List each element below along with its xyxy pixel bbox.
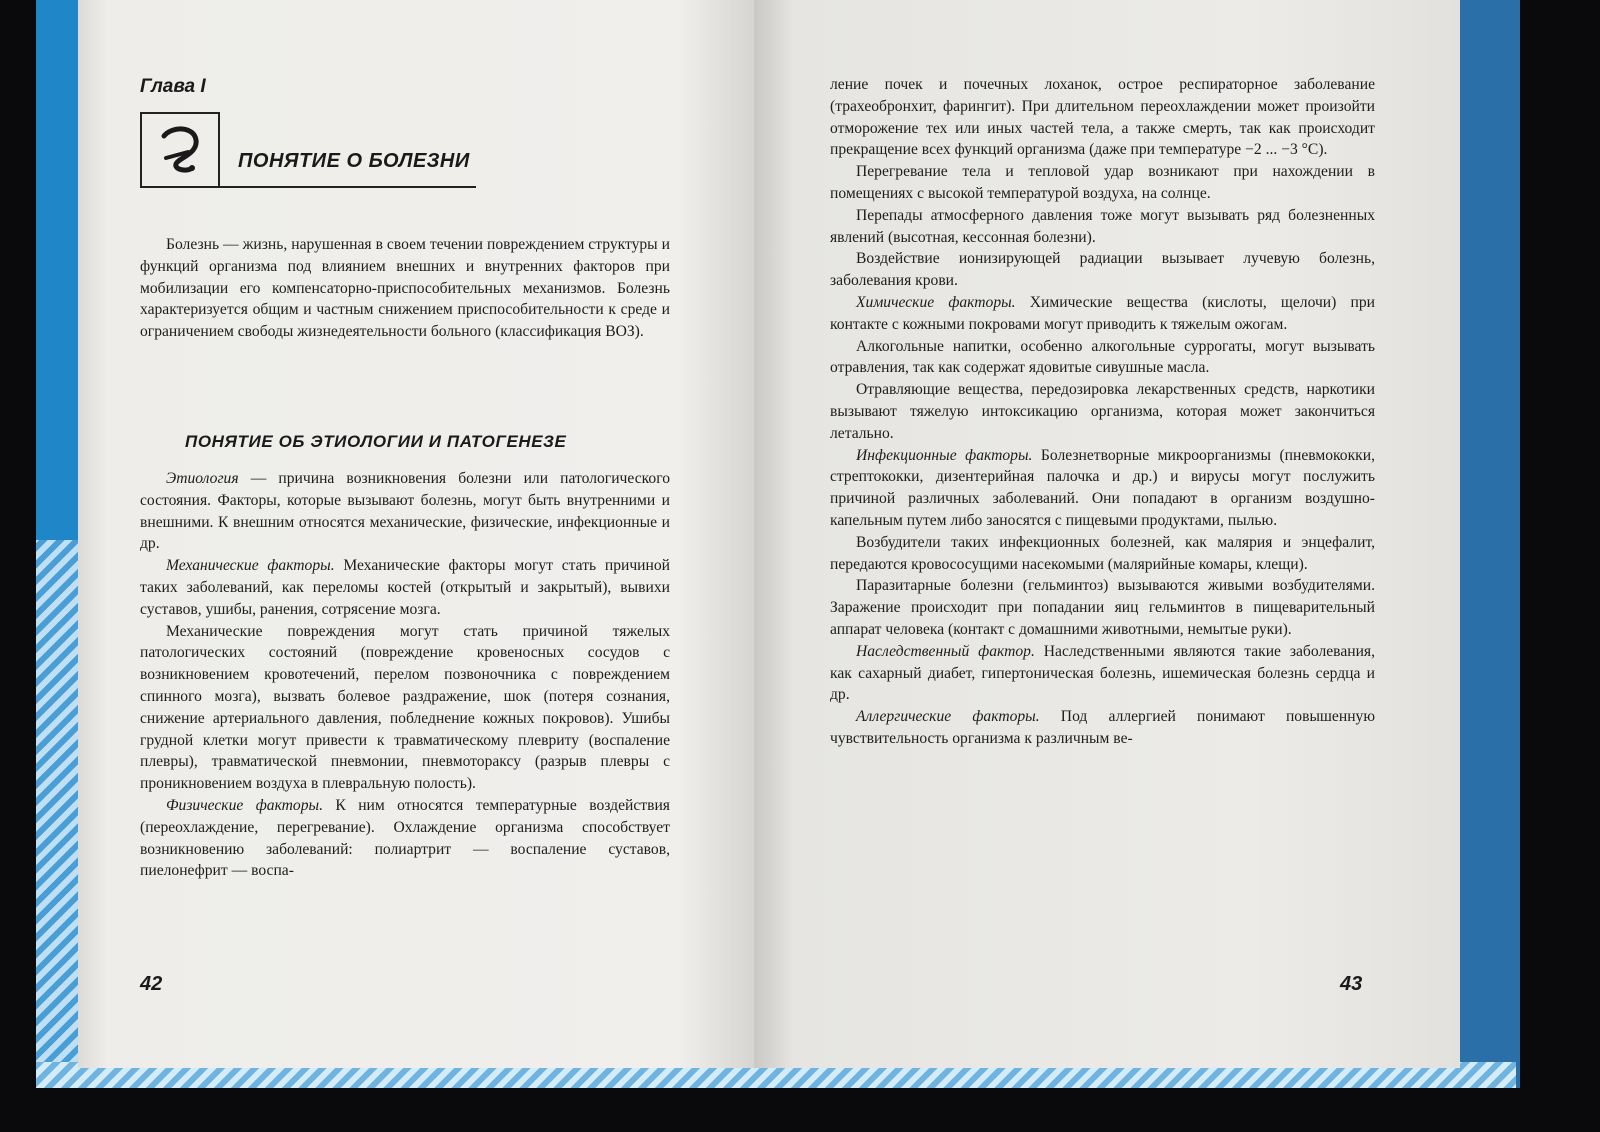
paragraph — [830, 161, 1375, 205]
paragraph-term: Инфекционные факторы. — [856, 446, 1033, 464]
paragraph — [830, 336, 1375, 380]
paragraph — [830, 641, 1375, 706]
paragraph — [140, 621, 670, 795]
paragraph-term: Наследственный фактор. — [856, 642, 1035, 660]
paragraph-term: Этиология — [166, 470, 239, 487]
right-body-text — [830, 74, 1375, 750]
paragraph-text: Под аллергией понимают повышенную чувствительность организма к различным ве- — [830, 708, 1375, 747]
paragraph — [140, 468, 670, 555]
left-body-text — [140, 468, 670, 882]
paragraph — [830, 575, 1375, 640]
paragraph-text: Наследственными являются такие заболевания, как сахарный диабет, гипертоническая болезнь, ишемическая болезнь сердца и др. — [830, 642, 1375, 704]
page-number-left: 42 — [140, 973, 163, 995]
paragraph-text: Отравляющие вещества, передозировка лекарственных средств, наркотики вызывают тяжелую интоксикацию организма, которая может закончиться летально. — [830, 381, 1375, 442]
page-number-right: 43 — [1340, 973, 1363, 995]
paragraph — [830, 248, 1375, 292]
paragraph — [140, 795, 670, 882]
paragraph-text: — причина возникновения болезни или патологического состояния. Факторы, которые вызывают болезнь, могут быть внутренними и внешними. К внешним относятся механические, физические, инфекционные и др. — [140, 470, 670, 553]
paragraph-text: Алкогольные напитки, особенно алкогольные суррогаты, могут вызывать отравления, так как содержат ядовитые сивушные масла. — [830, 337, 1375, 377]
paragraph-term: Физические факторы. — [166, 796, 323, 814]
paragraph — [830, 292, 1375, 336]
paragraph-text: Воздействие ионизирующей радиации вызывает лучевую болезнь, заболевания крови. — [830, 250, 1375, 290]
intro-paragraph: Болезнь — жизнь, нарушенная в своем течении повреждением структуры и функций организма под влиянием внешних и внутренних факторов при мобилизации его компенсаторно-приспособительных механизмов. Болезнь характеризуется общим и частным снижением приспособительности к среде и ограничением свободы жизнедеятельности больного (классификация ВОЗ). — [140, 236, 670, 341]
paragraph — [830, 532, 1375, 576]
chapter-title: ПОНЯТИЕ О БОЛЕЗНИ — [238, 150, 470, 172]
paragraph-text: Химические вещества (кислоты, щелочи) при контакте с кожными покровами могут приводить к тяжелым ожогам. — [830, 293, 1375, 333]
paragraph-term: Химические факторы. — [856, 293, 1016, 311]
paragraph — [830, 379, 1375, 444]
paragraph — [830, 445, 1375, 532]
paragraph-text: Перегревание тела и тепловой удар возникают при нахождении в помещениях с высокой температурой воздуха, на солнце. — [830, 163, 1375, 202]
paragraph-term: Аллергические факторы. — [856, 708, 1040, 726]
paragraph-text: Перепады атмосферного давления тоже могут вызывать ряд болезненных явлений (высотная, кессонная болезни). — [830, 206, 1375, 246]
left-intro-text — [140, 234, 670, 343]
paragraph-text: Паразитарные болезни (гельминтоз) вызываются живыми возбудителями. Заражение происходит при попадании яиц гельминтов в пищеварительный аппарат человека (контакт с домашними животными, немытые руки). — [830, 577, 1375, 638]
paragraph-text: Механические факторы могут стать причиной таких заболеваний, как переломы костей (открытый и закрытый), вывихи суставов, ушибы, ранения, сотрясение мозга. — [140, 557, 671, 618]
section-heading: ПОНЯТИЕ ОБ ЭТИОЛОГИИ И ПАТОГЕНЕЗЕ — [185, 432, 567, 451]
paragraph-term: Механические факторы. — [166, 557, 335, 575]
chapter-label: Глава I — [140, 76, 206, 97]
chapter-emblem — [140, 112, 220, 188]
title-underline — [220, 186, 476, 188]
paragraph-text: К ним относятся температурные воздействия (переохлаждение, перегревание). Охлаждение организма способствует возникновению заболеваний: полиартрит — воспаление суставов, пиелонефрит — воспа- — [140, 796, 670, 880]
paragraph-text: Болезнетворные микроорганизмы (пневмококки, стрептококки, дизентерийная палочка и др.) и вирусы могут послужить причиной различных заболеваний. Они попадают в организм воздушно-капельным путем либо заносятся с пищевыми продуктами, пылью. — [830, 446, 1375, 529]
paragraph — [830, 205, 1375, 249]
paragraph — [830, 74, 1375, 161]
paragraph — [830, 706, 1375, 750]
paragraph-text: ление почек и почечных лоханок, острое респираторное заболевание (трахеобронхит, фарингит). При длительном переохлаждении может произойти отморожение тех или иных частей тела, а также смерть, так как происходит прекращение всех функций организма (даже при температуре −2 ... −3 °С). — [830, 76, 1375, 159]
paragraph-text: Механические повреждения могут стать причиной тяжелых патологических состояний (повреждение кровеносных сосудов с возникновением кровотечений, перелом позвоночника с повреждением спинного мозга), вызвать болевое раздражение, шок (потеря сознания, снижение артериального давления, побледнение кожных покровов). Ушибы грудной клетки могут привести к травматическому плевриту (воспаление плевры), травматической пневмонии, пневмотораксу (разрыв плевры с проникновением воздуха в плевральную полость). — [140, 622, 670, 793]
medical-snake-icon — [142, 114, 218, 186]
paragraph-text: Возбудители таких инфекционных болезней, как малярия и энцефалит, передаются кровососущими насекомыми (малярийные комары, клещи). — [830, 533, 1375, 573]
paragraph — [140, 555, 670, 620]
